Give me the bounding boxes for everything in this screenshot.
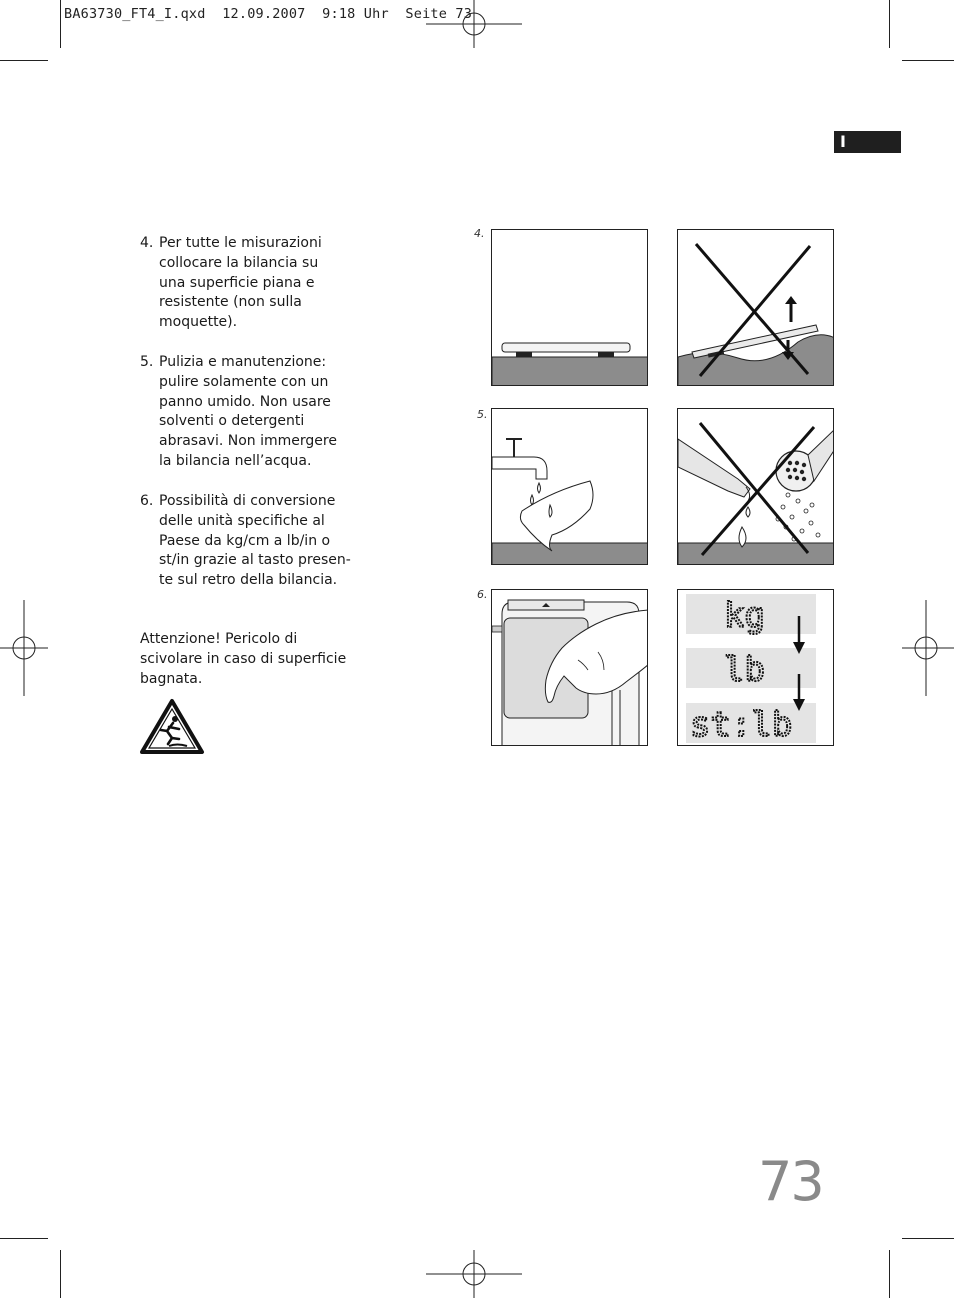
- crop-mark: [0, 1238, 48, 1239]
- registration-mark-icon: [0, 600, 50, 700]
- registration-mark-icon: [902, 600, 954, 700]
- display-unit-kg: kg: [724, 596, 765, 636]
- figure-label-5: 5.: [477, 408, 488, 421]
- crop-mark: [0, 60, 48, 61]
- instruction-number: 4.: [140, 235, 154, 251]
- warning-text: Attenzione! Pericolo di scivolare in caso di superficie bagnata.: [140, 631, 347, 687]
- instruction-item-6: [140, 492, 374, 591]
- figure-damp-cloth: [491, 408, 648, 565]
- crop-mark: [902, 60, 954, 61]
- instruction-item-5: [140, 353, 359, 472]
- file-info-header: BA63730_FT4_I.qxd 12.09.2007 9:18 Uhr Seite 73: [64, 6, 473, 22]
- figure-label-4: 4.: [474, 227, 485, 240]
- instruction-number: 5.: [140, 354, 154, 370]
- instruction-text: Pulizia e manutenzione: pulire solamente con un panno umido. Non usare solventi o detergenti abrasavi. Non immergere la bilancia nell’acqua.: [159, 354, 337, 469]
- language-tab: I: [834, 131, 901, 153]
- instruction-text: Possibilità di conversione delle unità specifiche al Paese da kg/cm a lb/in o st/in grazie al tasto presen- te sul retro della bilancia.: [159, 493, 351, 589]
- instruction-number: 6.: [140, 493, 154, 509]
- slippery-floor-warning-icon: [139, 698, 205, 756]
- display-unit-lb: lb: [724, 650, 765, 690]
- crop-mark: [60, 0, 61, 48]
- crop-mark: [60, 1250, 61, 1298]
- page-number: 73: [758, 1150, 823, 1213]
- crop-mark: [902, 1238, 954, 1239]
- instruction-item-4: [140, 234, 359, 333]
- instruction-text: Per tutte le misurazioni collocare la bilancia su una superficie piana e resistente (non sulla moquette).: [159, 235, 322, 331]
- figure-no-solvents-crossed: [677, 408, 834, 565]
- crop-mark: [889, 1250, 890, 1298]
- display-unit-st-lb: st:lb: [690, 705, 793, 745]
- figure-scale-flat-floor: [491, 229, 648, 386]
- crop-mark: [889, 0, 890, 48]
- figure-label-6: 6.: [477, 588, 488, 601]
- figure-unit-button-back: [491, 589, 648, 746]
- figure-display-units: [677, 589, 834, 746]
- figure-scale-on-carpet-crossed: [677, 229, 834, 386]
- registration-mark-icon: [426, 1250, 526, 1298]
